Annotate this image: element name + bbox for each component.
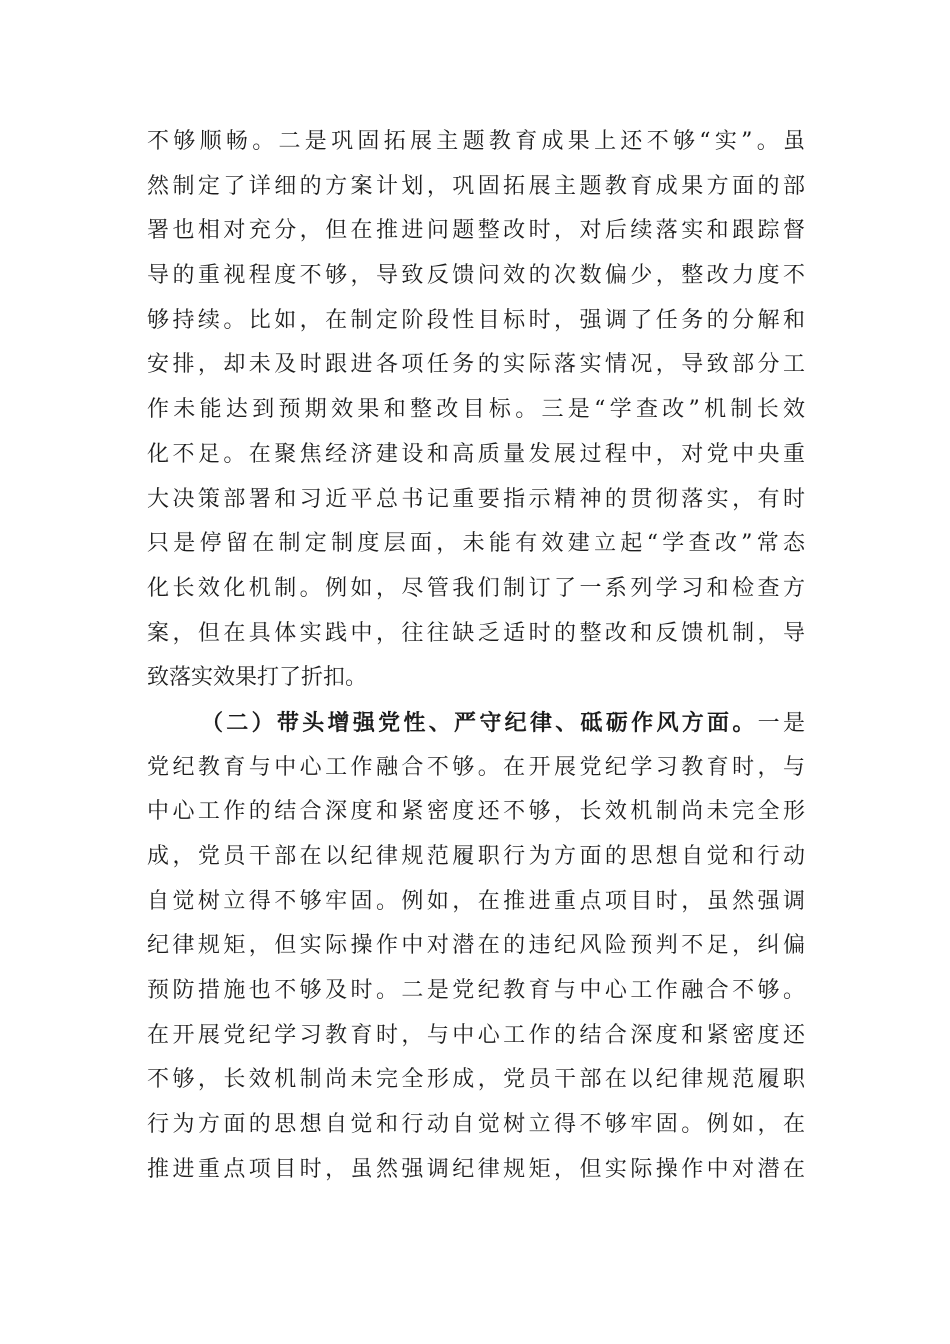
paragraph-1 [147,120,805,701]
text-line: 案，但在具体实践中，往往缺乏适时的整改和反馈机制，导 [147,620,805,646]
text-line: 署也相对充分，但在推进问题整改时，对后续落实和跟踪督 [147,218,805,244]
text-line: 化长效化机制。例如，尽管我们制订了一系列学习和检查方 [147,575,805,601]
text-line-first [147,701,805,746]
text-line: 推进重点项目时，虽然强调纪律规矩，但实际操作中对潜在 [147,1156,805,1182]
heading-line-text: 一是 [757,710,805,736]
text-line: 行为方面的思想自觉和行动自觉树立得不够牢固。例如，在 [147,1112,805,1138]
paragraph-2 [147,701,805,1193]
text-line: 不够，长效机制尚未完全形成，党员干部在以纪律规范履职 [147,1067,805,1093]
text-line: 预防措施也不够及时。二是党纪教育与中心工作融合不够。 [147,978,805,1004]
text-line: 化不足。在聚焦经济建设和高质量发展过程中，对党中央重 [147,441,805,467]
text-line: 只是停留在制定制度层面，未能有效建立起“学查改”常态 [147,531,805,557]
text-line: 安排，却未及时跟进各项任务的实际落实情况，导致部分工 [147,352,805,378]
text-line: 中心工作的结合深度和紧密度还不够，长效机制尚未完全形 [147,799,805,825]
text-line: 在开展党纪学习教育时，与中心工作的结合深度和紧密度还 [147,1022,805,1048]
text-line: 党纪教育与中心工作融合不够。在开展党纪学习教育时，与 [147,754,805,780]
text-line: 大决策部署和习近平总书记重要指示精神的贯彻落实，有时 [147,486,805,512]
document-body [147,120,805,1193]
text-line-last: 致落实效果打了折扣。 [147,665,368,691]
text-line: 导的重视程度不够，导致反馈问效的次数偏少，整改力度不 [147,263,805,289]
text-line: 不够顺畅。二是巩固拓展主题教育成果上还不够“实”。虽 [147,129,805,154]
text-line: 够持续。比如，在制定阶段性目标时，强调了任务的分解和 [147,307,805,333]
section-heading: （二）带头增强党性、严守纪律、砥砺作风方面。 [201,709,758,736]
text-line: 然制定了详细的方案计划，巩固拓展主题教育成果方面的部 [147,173,805,199]
text-line: 作未能达到预期效果和整改目标。三是“学查改”机制长效 [147,397,805,423]
text-line: 自觉树立得不够牢固。例如，在推进重点项目时，虽然强调 [147,888,805,914]
text-line: 成，党员干部在以纪律规范履职行为方面的思想自觉和行动 [147,844,805,869]
text-line: 纪律规矩，但实际操作中对潜在的违纪风险预判不足，纠偏 [147,933,805,959]
